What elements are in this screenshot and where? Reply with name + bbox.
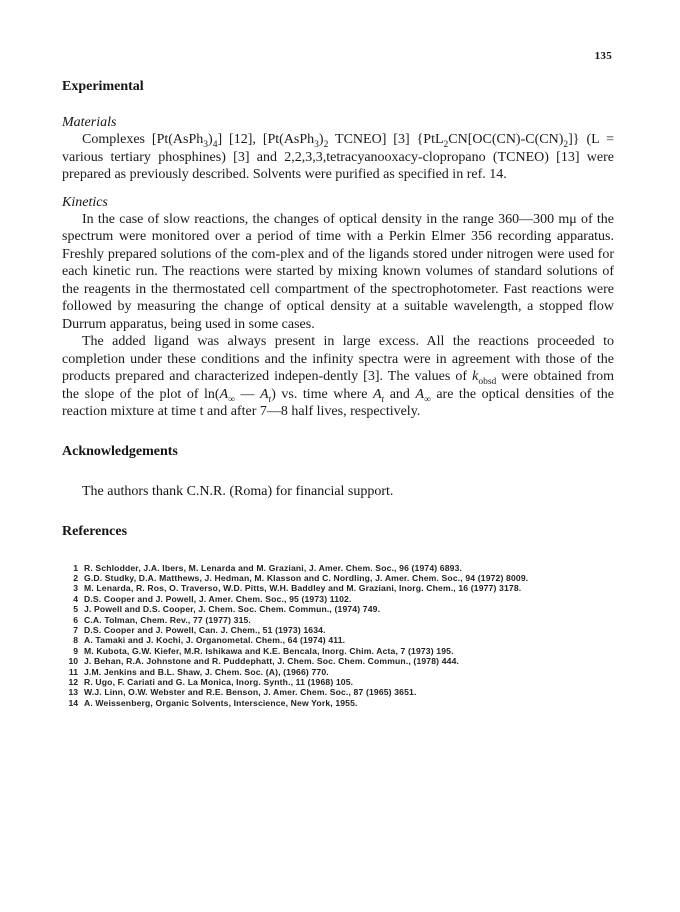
reference-item: 4 D.S. Cooper and J. Powell, J. Amer. Chem. Soc., 95 (1973) 1102. bbox=[73, 593, 352, 604]
kinetics-heading: Kinetics bbox=[62, 194, 108, 210]
reference-item: 14 A. Weissenberg, Organic Solvents, Interscience, New York, 1955. bbox=[68, 697, 358, 708]
reference-item: 13 W.J. Linn, O.W. Webster and R.E. Benson, J. Amer. Chem. Soc., 87 (1965) 3651. bbox=[68, 687, 417, 698]
reference-item: 1 R. Schlodder, J.A. Ibers, M. Lenarda and M. Graziani, J. Amer. Chem. Soc., 96 (1974) 6893. bbox=[73, 562, 463, 573]
kinetics-paragraph-2: The added ligand was always present in large excess. All the reactions proceeded to completion under these conditions and the infinity spectra were in agreement with those of the products prepared and characterized indepen-dently [3]. The values of $k_{obsd}$ were obtained from the slope of the plot of $\ln(A_\infty$ — $A_t$) vs. time where $A_t$ and $A_\infty$ are the optical densities of the reaction mixture at time t and after 7—8 half lives, respectively. bbox=[62, 334, 615, 419]
reference-item: 6 C.A. Tolman, Chem. Rev., 77 (1977) 315. bbox=[73, 614, 251, 625]
reference-item: 9 M. Kubota, G.W. Kiefer, M.R. Ishikawa and K.E. Bencala, Inorg. Chim. Acta, 7 (1973) 195. bbox=[73, 645, 454, 656]
page-number: 135 bbox=[594, 50, 612, 62]
materials-heading: Materials bbox=[62, 115, 117, 130]
article-body bbox=[62, 78, 614, 708]
reference-item: 2 G.D. Studky, D.A. Matthews, J. Hedman, M. Klasson and C. Nordling, J. Amer. Chem. Soc., 94 (1972) 8009. bbox=[73, 572, 529, 583]
reference-item: 5 J. Powell and D.S. Cooper, J. Chem. Soc. Chem. Commun., (1974) 749. bbox=[73, 604, 381, 615]
reference-item: 3 M. Lenarda, R. Ros, O. Traverso, W.D. Pitts, W.H. Baddley and M. Graziani, Inorg. Chem., 16 (1977) 3178. bbox=[73, 583, 522, 594]
reference-item: 11 J.M. Jenkins and B.L. Shaw, J. Chem. Soc. (A), (1966) 770. bbox=[68, 666, 329, 677]
acknowledgements-heading: Acknowledgements bbox=[62, 443, 178, 459]
references-heading: References bbox=[62, 523, 128, 539]
references-list bbox=[62, 563, 614, 709]
experimental-heading: Experimental bbox=[62, 79, 144, 94]
reference-item: 12 R. Ugo, F. Cariati and G. La Monica, Inorg. Synth., 11 (1968) 105. bbox=[68, 676, 354, 687]
reference-item: 10 J. Behan, R.A. Johnstone and R. Puddephatt, J. Chem. Soc. Chem. Commun., (1978) 444. bbox=[68, 656, 460, 667]
acknowledgements-text: The authors thank C.N.R. (Roma) for financial support. bbox=[82, 483, 394, 499]
reference-item: 7 D.S. Cooper and J. Powell, Can. J. Chem., 51 (1973) 1634. bbox=[73, 624, 326, 635]
kinetics-paragraph-1: In the case of slow reactions, the changes of optical density in the range 360—300 mμ of the spectrum were monitored over a period of time with a Perkin Elmer 356 recording apparatus. Freshly prepared solutions of the com-plex and of the ligands stored under nitrogen were used for each kinetic run. The reactions were started by mixing known volumes of standard solutions of the reagents in the thermostated cell compartment of the spectrophotometer. Fast reactions were followed by measuring the change of optical density at a suitable wavelength, a stopped flow Durrum apparatus, being used in some cases. bbox=[62, 211, 614, 332]
materials-paragraph: Complexes $[Pt(AsPh_3)_4]$ [12], [$Pt(AsPh_3)_2$ TCNEO] [3] $\{PtL_2CN[OC(CN)-C(CN)_2]\} (L$ = various tertiary phosphines) [3] and 2,2,3,3,tetracyanooxacy-clopropano (TCNEO) [13] were prepared as previously described. Solvents were purified as specified in ref. 14. bbox=[62, 132, 614, 182]
reference-item: 8 A. Tamaki and J. Kochi, J. Organometal. Chem., 64 (1974) 411. bbox=[73, 635, 346, 646]
